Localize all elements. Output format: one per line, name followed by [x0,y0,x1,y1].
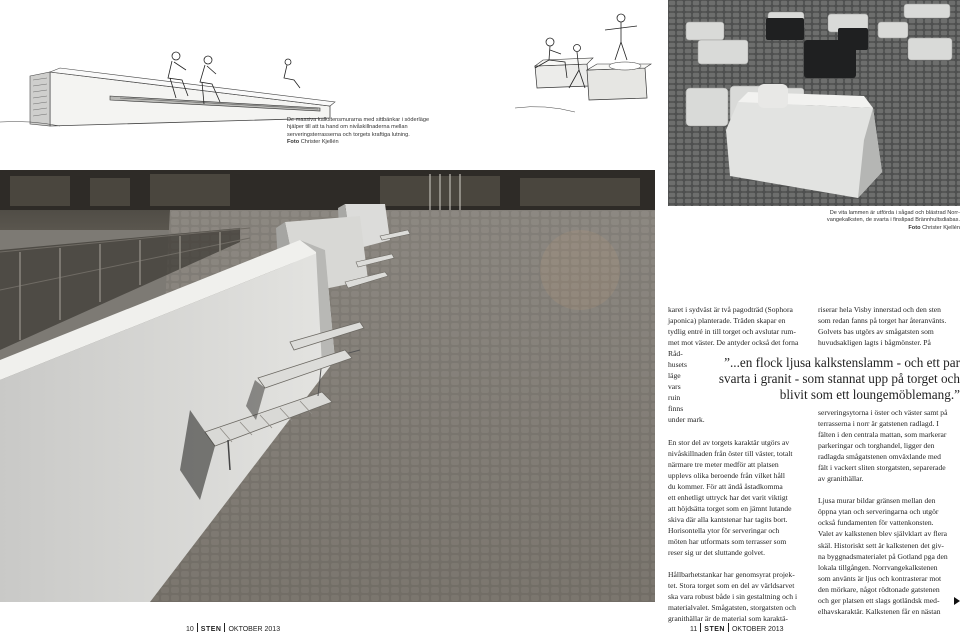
footer-divider [728,623,729,632]
col2-p3-line: den mörkare, något rödtonade gatstenen [818,584,940,594]
col1-p2-line: närmare tre meter medför att platsen [668,459,779,469]
col1-line: japonica) planterade. Träden skapar en [668,316,786,326]
col2-p2-line: parkeringar och torghandel, ligger den [818,441,935,451]
col2-p2-line: radlagda smågatstenen omväxlande med [818,452,941,462]
col2-p3-line: som använts är ljus och kontrasterar mot [818,573,942,583]
col2-line: riserar hela Visby innerstad och den sten [818,305,941,314]
col1-narrow-line: finns [668,404,684,414]
col1-line: tydlig entré in till torget och avslutar rum- [668,327,796,337]
col2-p3-line: och ger platsen ett slags gotländsk med- [818,595,940,605]
col1-p3-line: ska vara robust både i sin gestaltning och i [668,592,798,602]
sketch-stone-blocks [505,8,655,118]
body-column-2-continued [818,407,960,617]
col1-p2-line: Horisontella ytor för serveringar och [668,525,780,535]
col1-narrow-line: Råd- [668,349,683,359]
footer-divider [224,623,225,632]
col2-p3-line: lokala tillgången. Norrvangekalkstenen [818,562,938,572]
footer-divider [197,623,198,632]
magazine-name-right: STEN [704,626,725,633]
col2-p3-line: elhavskaraktär. Kalkstenen får en nästan [818,606,941,616]
col1-p2-line: reser sig ur det sluttande golvet. [668,547,766,557]
col1-p2-line: upplevs olika beroende från vilket håll [668,470,786,480]
issue-right: OKTOBER 2013 [731,626,784,633]
col1-narrow-line: under mark. [668,415,705,425]
main-photo-illustration [0,170,655,602]
col1-p2-line: En stor del av torgets karaktär utgörs av [668,437,790,447]
footer-left [186,623,280,633]
col1-p2-line: möten har utformats som terrasser som [668,536,787,546]
footer-divider [700,623,701,632]
col1-p2-line: skiva där alla kantstenar har tagits bort. [668,514,788,524]
main-photo-stone-walls-with-benches [0,170,655,602]
col1-p2-line: nivåskillnaden från öster till väster, totalt [668,448,793,458]
col2-p3-line: Valet av kalkstenen blev självklart av flera [818,529,948,539]
col2-line: som redan fanns på torget har återanvänts. [818,316,947,326]
sketch-caption-line-2: hjälper till att ta hand om nivåskillnaderna mellan [287,124,408,131]
col1-line: karet i sydväst är två pagodträd (Sophora [668,305,793,314]
col1-p2-line: att höjdsätta torget som en jämnt lutande [668,503,792,513]
col1-p3-line: materialvalet. Smågatsten, storgatsten och [668,603,796,613]
pull-quote-line-2: svarta i granit - som stannat upp på torget och [718,371,960,386]
sketch-caption-line-3: serveringsterrasserna och torgets kraftiga lutning. [287,131,410,138]
col2-line: huvudsakligen lagts i bågmönster. På [818,338,931,348]
photo-caption-credit: Foto Christer Kjellén [908,224,960,231]
sketch-caption-line-1: De massiva kalkstensmurarna med sittbänkar i söderläge [287,117,430,123]
col2-p2-line: serveringsytorna i öster och väster samt på [818,408,948,417]
col1-narrow-line: ruin [668,393,681,403]
col2-p3-line: Ljusa murar bildar gränsen mellan den [818,496,936,506]
col2-p2-line: av granithällar. [818,474,864,484]
col2-p2-line: fälten i den centrala mattan, som markerar [818,430,947,440]
col2-p2-line: terrasserna i norr är gatstenen radlagd. I [818,419,939,429]
col1-p2-line: ett enhetligt uttryck har det varit viktigt [668,492,788,502]
body-column-2 [818,304,958,348]
page-number-right: 11 [690,626,698,633]
sketch-caption [287,117,507,147]
page-number-left: 10 [186,626,194,633]
col2-p3-line: skäl. Historiskt sett är kalkstenen det giv- [818,540,944,550]
col2-p3-line: öppna ytan och serveringarna och utgör [818,507,939,517]
photo-stone-lambs-illustration [668,0,960,206]
photo-caption-line-1: De vita lammen är utförda i sågad och blästrad Norr- [829,210,960,216]
col1-narrow-line: vars [668,382,681,392]
body-column-1 [668,304,808,624]
pull-quote [668,355,960,403]
col1-narrow-line: läge [668,371,681,381]
photo-caption-line-2: vangekalksten, de svarta i finslipad Brännhultsdiabas. [826,217,960,224]
col2-p3-line: na byggnadsmaterialet på Gotland pga den [818,551,948,561]
photo-caption [770,210,960,232]
col1-p3-line: Hållbarhetstankar har genomsyrat projek- [668,570,795,580]
col1-narrow-line: husets [668,360,687,370]
footer-right [690,623,784,633]
col1-line: met mot väster. De antyder också det forna [668,338,799,348]
pull-quote-line-3: blivit som ett loungemöblemang.” [779,387,960,402]
issue-left: OKTOBER 2013 [228,626,281,633]
magazine-name-left: STEN [200,626,222,633]
sketch-caption-credit: Foto Christer Kjellén [287,139,339,146]
photo-stone-lambs [668,0,960,206]
col1-p3-line: granithällar är de material som karaktä- [668,614,788,624]
col1-p2-line: du kommer. För att ändå åstadkomma [668,481,783,491]
col2-p3-line: också fundamenten för vattenkonsten. [818,518,934,528]
col2-p2-line: fält i vackert sliten storgatsten, separerade [818,463,946,473]
col2-line: Golvets bas utgörs av smågatsten som [818,327,934,337]
pull-quote-line-1: ”...en flock ljusa kalkstenslamm - och ett par [724,355,960,370]
col1-p3-line: tet. Stora torget som en del av världsarvet [668,581,795,591]
arrow-right-icon [954,597,960,605]
